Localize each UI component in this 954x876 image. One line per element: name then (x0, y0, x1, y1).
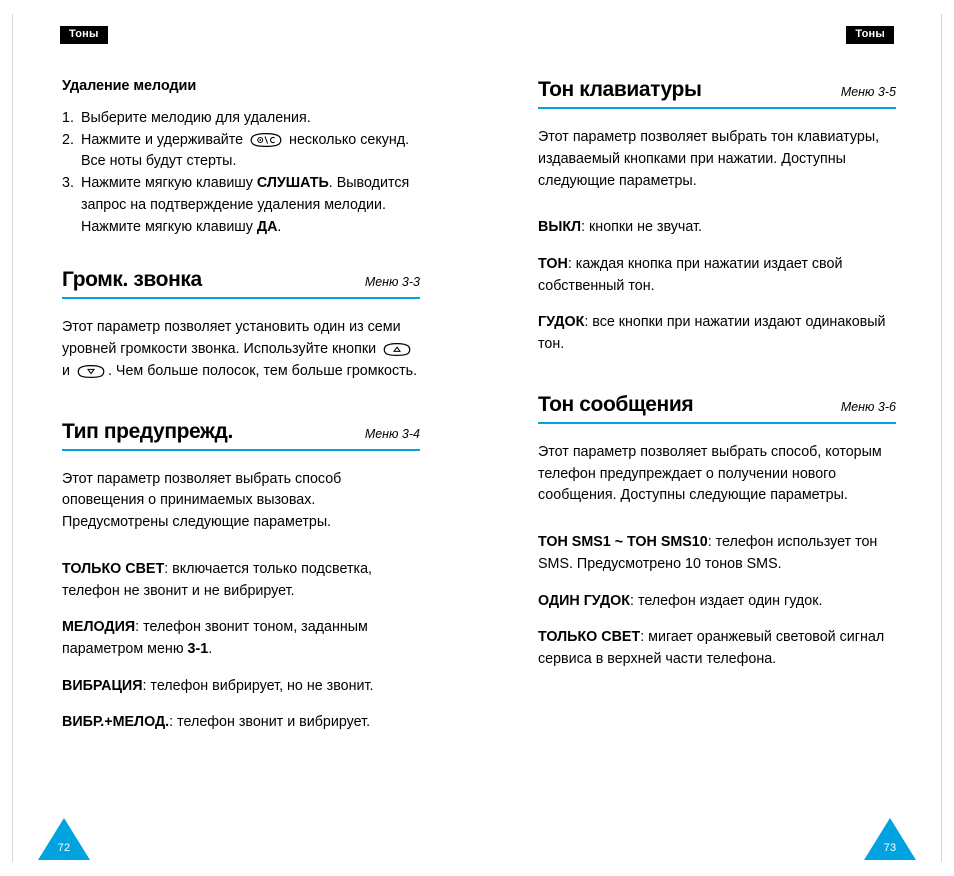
page-number: 73 (883, 842, 897, 854)
running-head-tab-left: Тоны (60, 26, 108, 44)
option-desc: : телефон вибрирует, но не звонит. (142, 677, 374, 694)
step-text-before: Нажмите мягкую клавишу (81, 175, 257, 192)
section-title: Тон клавиатуры (538, 78, 702, 101)
option-entry (62, 676, 420, 698)
option-desc: : все кнопки при нажатии издают одинаковый тон. (538, 314, 886, 353)
volume-up-key-icon (383, 343, 411, 356)
step-item (62, 130, 420, 173)
step-number: 3. (62, 175, 74, 192)
step-number: 2. (62, 131, 74, 148)
step-text: Выберите мелодию для удаления. (81, 110, 311, 126)
option-term: ВИБР.+МЕЛОД. (62, 714, 170, 731)
option-desc-tail: . (208, 640, 213, 657)
page-number: 72 (57, 842, 71, 854)
section-title: Тон сообщения (538, 392, 694, 416)
body-text-after: . Чем больше полосок, тем больше громкость. (107, 362, 418, 379)
section-title: Громк. звонка (62, 268, 202, 292)
step-item (62, 173, 420, 238)
step-number: 1. (62, 110, 74, 126)
section-intro-alert-type: Этот параметр позволяет выбрать способ оповещения о принимаемых вызовах. Предусмотрены следующие параметры. (62, 470, 342, 531)
option-term: ТОЛЬКО СВЕТ (538, 629, 641, 646)
section-rule (62, 449, 420, 451)
section-body-ring-volume (62, 317, 420, 382)
option-entry (538, 591, 896, 613)
softkey-label-yes: ДА (256, 218, 278, 235)
running-head-tab-right: Тоны (846, 26, 894, 44)
option-desc: : мигает оранжевый световой сигнал сервиса в верхней части телефона. (538, 629, 885, 667)
volume-down-key-icon (77, 365, 105, 378)
option-desc: : телефон издает один гудок. (630, 592, 823, 609)
step-item (62, 108, 420, 130)
option-term: ТОЛЬКО СВЕТ (62, 560, 165, 577)
page-frame-left-edge (12, 14, 13, 862)
left-page-column (62, 78, 420, 749)
section-menu-reference: Меню 3-4 (364, 426, 420, 441)
body-text-before: Этот параметр позволяет установить один из семи уровней громкости звонка. Используйте кнопки (62, 319, 401, 358)
section-menu-reference: Меню 3-6 (840, 399, 896, 414)
section-header-alert-type (62, 420, 420, 443)
option-desc: : телефон использует тон SMS. Предусмотрено 10 тонов SMS. (538, 534, 878, 572)
option-term: ТОН (538, 255, 568, 272)
section-header-ring-volume (62, 268, 420, 291)
option-desc: : включается только подсветка, телефон не звонит и не вибрирует. (62, 560, 372, 599)
step-text-middle: . Выводится запрос на подтверждение удаления мелодии. Нажмите мягкую клавишу (81, 175, 410, 235)
option-desc: : каждая кнопка при нажатии издает свой собственный тон. (538, 255, 843, 294)
option-desc: : телефон звонит тоном, заданным параметром меню (62, 619, 368, 657)
section-menu-reference: Меню 3-5 (840, 85, 896, 99)
section-header-key-tone (538, 78, 896, 101)
section-intro-message-tone: Этот параметр позволяет выбрать способ, которым телефон предупреждает о получении нового сообщения. Доступны следующие параметры. (538, 443, 882, 504)
page-number-badge-right (862, 816, 918, 862)
body-text-middle: и (62, 362, 74, 379)
option-desc: : телефон звонит и вибрирует. (169, 714, 371, 731)
option-entry (538, 254, 896, 297)
page-number-badge-left (36, 816, 92, 862)
option-term: ТОН SMS1 ~ ТОН SMS10 (538, 534, 708, 551)
triangle-shape-icon (36, 816, 92, 862)
step-text-before: Нажмите и удерживайте (81, 131, 248, 148)
step-text-after: несколько секунд. Все ноты будут стерты. (81, 131, 410, 170)
option-term: ГУДОК (538, 314, 585, 331)
section-menu-reference: Меню 3-3 (364, 275, 420, 290)
option-term: ОДИН ГУДОК (538, 592, 630, 609)
section-rule (62, 297, 420, 299)
option-entry (538, 627, 896, 670)
subheading-delete-melody: Удаление мелодии (62, 78, 197, 94)
step-text-after: . (277, 218, 282, 235)
page-frame-right-edge (941, 14, 942, 862)
option-desc: : кнопки не звучат. (581, 219, 702, 236)
option-desc-menu-ref: 3-1 (187, 640, 209, 657)
option-entry (538, 312, 896, 355)
softkey-label-listen: СЛУШАТЬ (256, 175, 329, 192)
option-entry (62, 559, 420, 602)
section-title: Тип предупрежд. (62, 419, 233, 443)
option-entry (538, 532, 896, 575)
section-intro-key-tone: Этот параметр позволяет выбрать тон клавиатуры, издаваемый кнопками при нажатии. Доступны следующие параметры. (538, 129, 880, 189)
section-rule (538, 107, 896, 109)
option-term: МЕЛОДИЯ (62, 619, 136, 636)
clear-key-icon (250, 133, 282, 147)
option-entry (62, 712, 420, 734)
section-rule (538, 422, 896, 424)
option-term: ВИБРАЦИЯ (62, 677, 143, 694)
right-page-column (538, 78, 896, 686)
option-entry (538, 217, 896, 239)
option-term: ВЫКЛ (538, 219, 582, 236)
option-entry (62, 617, 420, 660)
section-header-message-tone (538, 393, 896, 416)
steps-list (62, 108, 420, 238)
triangle-shape-icon (862, 816, 918, 862)
